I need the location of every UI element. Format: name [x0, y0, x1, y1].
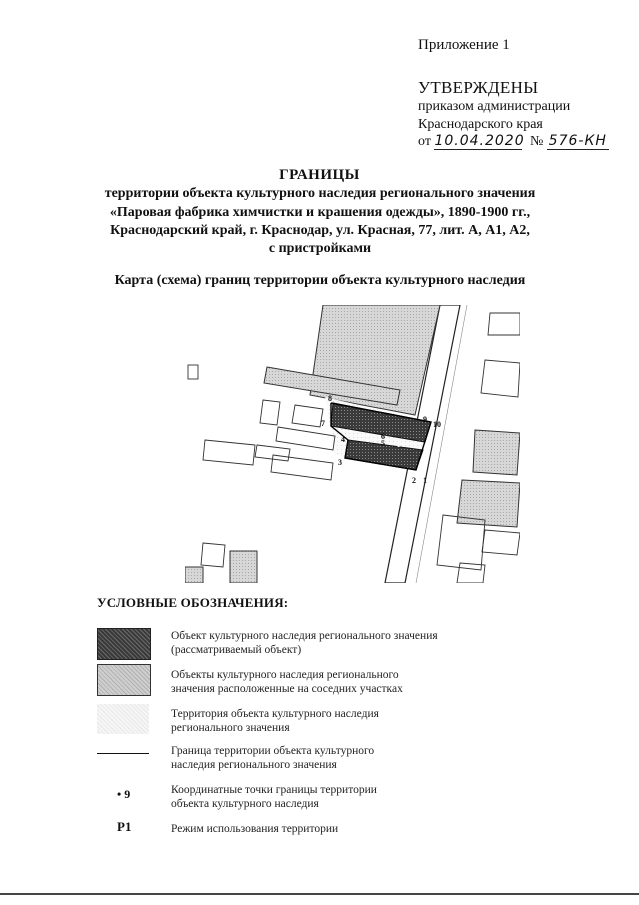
order-date-line: [418, 133, 609, 150]
point-label-9: 9: [423, 415, 427, 424]
boundary-map: [185, 305, 520, 583]
point-label-6: 6: [381, 432, 385, 441]
document-title: ГРАНИЦЫ: [279, 167, 360, 183]
map-heading: Карта (схема) границ территории объекта культурного наследия: [114, 273, 526, 288]
point-label-1: 1: [423, 476, 427, 485]
footer-rule: [0, 893, 639, 895]
subtitle-line-2: «Паровая фабрика химчистки и крашения одежды», 1890-1900 гг.,: [109, 205, 531, 220]
legend-text-coordinate-points: Координатные точки границы территории объекта культурного наследия: [171, 784, 377, 810]
legend-text-boundary-line: Граница территории объекта культурного наследия регионального значения: [171, 745, 375, 771]
neighbor-heritage-block-5: [230, 551, 257, 583]
number-prefix: №: [529, 134, 544, 149]
subtitle-line-4: с пристройками: [268, 241, 372, 256]
neighbor-heritage-block-4: [457, 480, 520, 527]
zone-code-label: Р1: [397, 440, 406, 449]
legend-text-subject-object: Объект культурного наследия регионального значения (рассматриваемый объект): [171, 630, 438, 656]
approved-label: УТВЕРЖДЕНЫ: [418, 78, 539, 97]
date-value: 10.04.2020: [434, 133, 525, 149]
legend-text-territory: Территория объекта культурного наследия регионального значения: [171, 708, 379, 734]
point-label-10: 10: [433, 420, 441, 429]
order-line-2: Краснодарского края: [418, 117, 543, 132]
point-label-7: 7: [321, 419, 325, 428]
subtitle-line-1: территории объекта культурного наследия регионального значения: [104, 186, 536, 201]
point-label-3: 3: [338, 458, 342, 467]
point-label-2: 2: [412, 476, 416, 485]
point-label-8: 8: [328, 394, 332, 403]
point-label-4: 4: [341, 435, 345, 444]
number-value: 576-КН: [548, 133, 607, 149]
legend-symbol-boundary-line: [97, 753, 149, 754]
legend-symbol-subject-object: [97, 628, 151, 660]
neighbor-heritage-block-3: [473, 430, 520, 475]
legend-text-zone-code: Режим использования территории: [171, 823, 339, 835]
neighbor-heritage-block-6: [185, 567, 203, 583]
legend-symbol-neighbor-objects: [97, 664, 151, 696]
legend-text-neighbor-objects: Объекты культурного наследия регионального значения расположенные на соседних участках: [171, 669, 403, 695]
legend-symbol-zone-code: Р1: [117, 819, 132, 834]
legend-symbol-territory: [97, 704, 149, 734]
legend-heading: УСЛОВНЫЕ ОБОЗНАЧЕНИЯ:: [97, 595, 289, 610]
point-label-5: 5: [381, 439, 385, 448]
date-prefix: от: [418, 134, 431, 149]
legend-symbol-coordinate-point: • 9: [117, 787, 131, 801]
subtitle-line-3: Краснодарский край, г. Краснодар, ул. Красная, 77, лит. А, А1, А2,: [110, 223, 530, 238]
appendix-label: Приложение 1: [418, 37, 510, 53]
order-line-1: приказом администрации: [418, 99, 571, 114]
